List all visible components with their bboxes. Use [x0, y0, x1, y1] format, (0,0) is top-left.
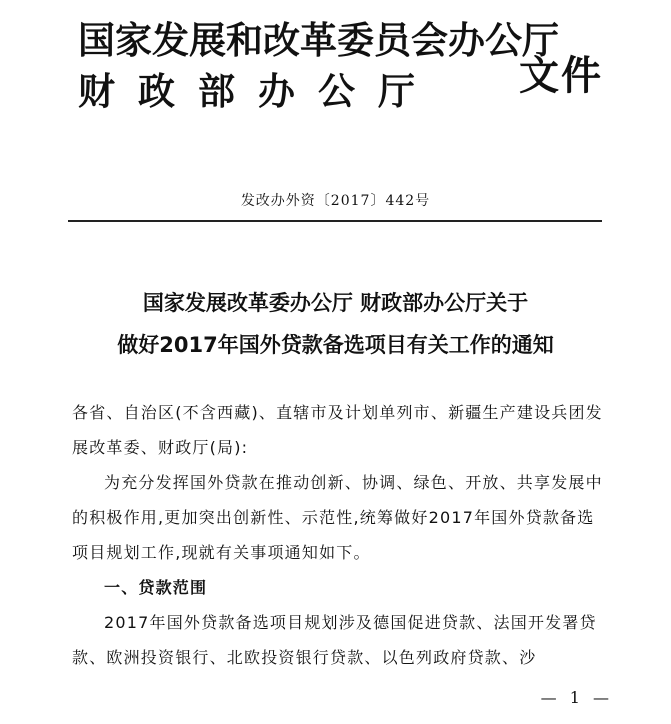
- org-name-mof-office: 财政部办公厅: [78, 70, 438, 113]
- addressees: 各省、自治区(不含西藏)、直辖市及计划单列市、新疆生产建设兵团发展改革委、财政厅(局):: [72, 403, 603, 457]
- title-line-2: 做好2017年国外贷款备选项目有关工作的通知: [117, 333, 554, 357]
- document-title: [0, 282, 671, 366]
- document-label: 文件: [519, 53, 603, 99]
- document-number: 发改办外资〔2017〕442号: [240, 193, 431, 209]
- loan-scope-paragraph: 2017年国外贷款备选项目规划涉及德国促进贷款、法国开发署贷款、欧洲投资银行、北欧投资银行贷款、以色列政府贷款、沙: [72, 613, 597, 667]
- section-heading-loan-scope: 一、贷款范围: [104, 578, 208, 597]
- title-line-1: 国家发展改革委办公厅 财政部办公厅关于: [142, 291, 529, 315]
- intro-paragraph: 为充分发挥国外贷款在推动创新、协调、绿色、开放、共享发展中的积极作用,更加突出创新性、示范性,统筹做好2017年国外贷款备选项目规划工作,现就有关事项通知如下。: [72, 473, 603, 562]
- org-name-ndrc-office: 国家发展和改革委员会办公厅: [78, 19, 559, 62]
- page-number: — 1 —: [540, 688, 613, 707]
- document-body: [72, 395, 604, 675]
- header-divider: [68, 220, 602, 222]
- issuing-organizations: [78, 16, 559, 118]
